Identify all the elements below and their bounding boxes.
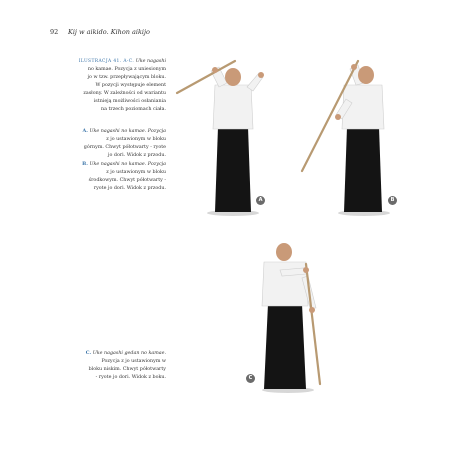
caption-line: Uke nagashi no kamae. Pozycja: [89, 129, 166, 134]
caption-line: jo w tzw. przepływającym bloku.: [87, 75, 166, 80]
caption-line: jo dori. Widok z przodu.: [107, 153, 166, 158]
photo-badge-c: C: [246, 374, 255, 383]
caption-line: bloku niskim. Chwyt półotwarty: [88, 367, 166, 372]
caption-line: górnym. Chwyt półotwarty - ryote: [83, 145, 166, 150]
caption-line: z jo ustawionym w bloku: [106, 170, 166, 175]
caption-line: Uke nagashi: [135, 59, 166, 64]
caption-line: Uke nagashi gedan no kamae.: [92, 351, 166, 356]
caption-line: ryote jo dori. Widok z przodu.: [93, 186, 166, 191]
page-number: 92: [50, 28, 59, 36]
caption-line: no kamae. Pozycja z uniesionym: [87, 67, 166, 72]
photo-badge-a: A: [256, 196, 265, 205]
caption-line: środkowym. Chwyt półotwarty -: [88, 178, 166, 183]
photo-a: [175, 55, 275, 220]
caption-a-b: [60, 127, 166, 193]
caption-c: [60, 349, 166, 382]
photo-badge-b: B: [388, 196, 397, 205]
caption-letter-c: C.: [85, 350, 92, 356]
caption-line: z jo ustawionym w bloku: [106, 137, 166, 142]
caption-letter-b: B.: [82, 161, 88, 167]
photo-b: [298, 55, 403, 220]
caption-line: Uke nagashi no kamae. Pozycja: [89, 162, 166, 167]
caption-line: na trzech poziomach ciała.: [101, 107, 166, 112]
photo-c: [240, 238, 340, 398]
running-title: Kij w aikido. Kihon aikijo: [68, 28, 150, 36]
caption-main: [60, 58, 166, 114]
figure-c-illustration: [240, 238, 340, 398]
caption-letter-a: A.: [82, 128, 88, 134]
caption-line: istnieją możliwości osłaniania: [93, 99, 166, 104]
caption-line: Pozycja z jo ustawionym w: [101, 359, 166, 364]
figure-b-illustration: [298, 55, 403, 220]
caption-label: ILUSTRACJA 41. A-C.: [78, 59, 135, 64]
caption-line: - ryote jo dori. Widok z boku.: [95, 375, 166, 380]
caption-line: zasłony. W zależności od wariantu: [83, 91, 166, 96]
caption-line: W pozycji występuje element: [95, 83, 166, 88]
